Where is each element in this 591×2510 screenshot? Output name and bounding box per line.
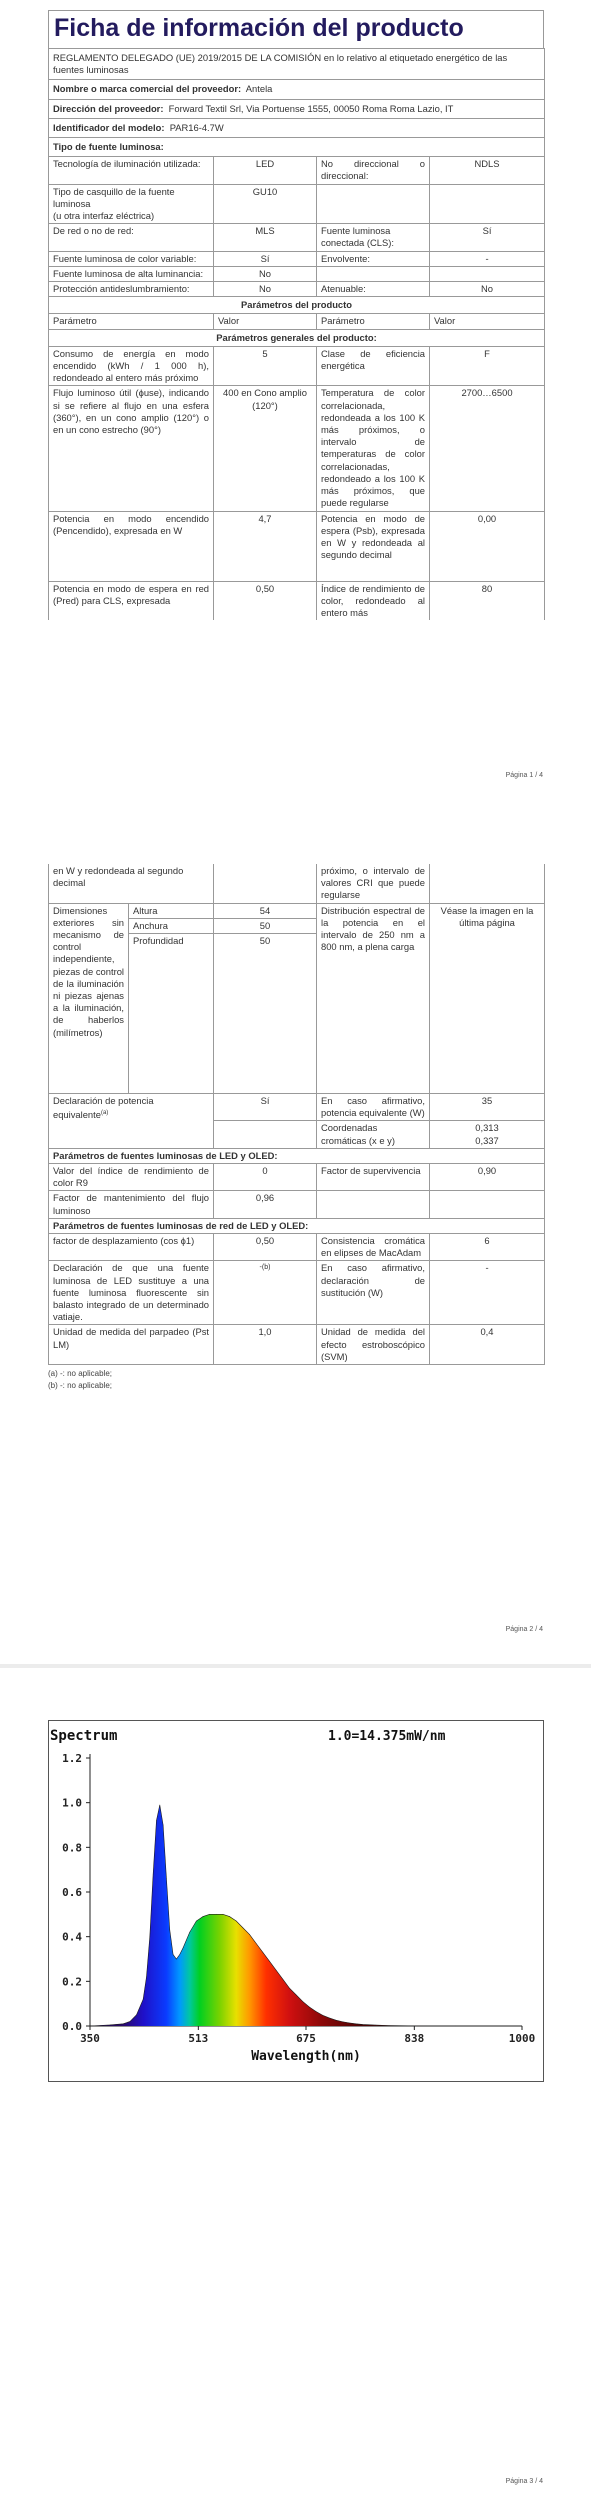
- table-row: [49, 581, 545, 620]
- y-tick-label: 0.6: [62, 1886, 82, 1899]
- y-tick-label: 1.2: [62, 1752, 82, 1765]
- row-value: -(b): [214, 1261, 317, 1325]
- spectrum-point: [166, 1878, 167, 1879]
- table-row: [49, 282, 545, 297]
- row-label: Atenuable:: [317, 282, 430, 297]
- spectrum-point: [409, 2025, 410, 2026]
- row-label: Tecnología de iluminación utilizada:: [49, 157, 214, 184]
- spectrum-point: [309, 2007, 310, 2008]
- row-label: Fuente luminosa de color variable:: [49, 251, 214, 266]
- spectrum-point: [146, 1976, 147, 1977]
- spd-label: Distribución espectral de la potencia en el intervalo de 250 nm a 800 nm, a plena carga: [317, 903, 430, 1093]
- model-row: [49, 118, 545, 137]
- spectrum-point: [123, 2023, 124, 2024]
- dimensions-label: Dimensiones exteriores sin mecanismo de control independiente, piezas de control de la iluminación ni piezas ajenas a la iluminación, de haberlos (milímetros): [49, 903, 129, 1093]
- row-value: 0,90: [430, 1164, 545, 1191]
- table-row: [49, 266, 545, 281]
- table-row: [49, 1325, 545, 1365]
- spectrum-point: [269, 1961, 270, 1962]
- chart-border: [49, 1721, 544, 2082]
- spectrum-point: [203, 1916, 204, 1917]
- model-label: Identificador del modelo:: [53, 121, 165, 133]
- spectrum-point: [159, 1805, 160, 1806]
- page-number: Página 1 / 4: [505, 772, 543, 779]
- row-value: Sí: [214, 251, 317, 266]
- x-tick-label: 1000: [508, 2032, 536, 2045]
- x-tick-label: 350: [80, 2032, 100, 2045]
- row-value: 4,7: [214, 511, 317, 581]
- table-row: [49, 386, 545, 511]
- page-2: [0, 834, 591, 1664]
- y-tick-label: 1.0: [62, 1796, 82, 1810]
- row-label: En caso afirmativo, declaración de sustitución (W): [317, 1261, 430, 1325]
- row-value: No: [430, 282, 545, 297]
- row-value: [430, 1121, 545, 1148]
- y-tick-label: 0.0: [62, 2020, 82, 2033]
- row-label: próximo, o intervalo de valores CRI que puede regularse: [317, 864, 430, 903]
- led-params-title: Parámetros de fuentes luminosas de LED y OLED:: [49, 1148, 545, 1163]
- spectrum-point: [156, 1820, 157, 1821]
- spectrum-point: [522, 2026, 523, 2027]
- x-tick-label: 675: [296, 2032, 316, 2045]
- row-label: [317, 1191, 430, 1218]
- model-value: PAR16-4.7W: [169, 121, 224, 133]
- spectrum-point: [336, 2020, 337, 2021]
- row-label: De red o no de red:: [49, 224, 214, 251]
- spectrum-point: [179, 1954, 180, 1955]
- row-value: MLS: [214, 224, 317, 251]
- spectrum-point: [302, 2001, 303, 2002]
- row-value: GU10: [214, 184, 317, 224]
- spectrum-point: [375, 2025, 376, 2026]
- spectrum-point: [163, 1825, 164, 1826]
- row-label: Potencia en modo encendido (Pencendido), expresada en W: [49, 511, 214, 581]
- spectrum-point: [429, 2026, 430, 2027]
- spectrum-point: [143, 1999, 144, 2000]
- spectrum-point: [262, 1952, 263, 1953]
- row-value: [214, 864, 317, 903]
- row-value: LED: [214, 157, 317, 184]
- spectrum-point: [173, 1954, 174, 1955]
- table-row: [49, 1261, 545, 1325]
- table-row: [49, 1191, 545, 1218]
- chart-annotation: 1.0=14.375mW/nm: [328, 1729, 446, 1744]
- spectrum-point: [196, 1921, 197, 1922]
- supplier-row: [49, 80, 545, 99]
- supplier-label: Nombre o marca comercial del proveedor:: [53, 83, 242, 95]
- row-label: en W y redondeada al segundo decimal: [49, 864, 214, 903]
- general-params-title: Parámetros generales del producto:: [49, 329, 545, 346]
- product-sheet-part-1: [48, 10, 544, 620]
- spectrum-point: [455, 2026, 456, 2027]
- spectrum-point: [136, 2014, 137, 2015]
- spectrum-point: [223, 1914, 224, 1915]
- row-label: Tipo de casquillo de la fuente luminosa (u otra interfaz eléctrica): [49, 184, 214, 224]
- row-label: [317, 184, 430, 224]
- row-label: Potencia en modo de espera (Psb), expresada en W y redondeada al segundo decimal: [317, 511, 430, 581]
- spectrum-point: [488, 2026, 489, 2027]
- row-value: 35: [430, 1094, 545, 1121]
- spectrum-point: [316, 2011, 317, 2012]
- dimension-value: 50: [214, 918, 317, 933]
- row-value: 6: [430, 1234, 545, 1261]
- x-axis-label: Wavelength(nm): [251, 2049, 361, 2064]
- spectrum-point: [256, 1943, 257, 1944]
- y-tick-label: 0.2: [62, 1975, 82, 1989]
- row-label: [317, 266, 430, 281]
- spectrum-point: [129, 2021, 130, 2022]
- page-number: Página 3 / 4: [505, 2478, 543, 2485]
- footnote-b: (b) -: no aplicable;: [48, 1381, 113, 1391]
- spectrum-point: [176, 1959, 177, 1960]
- spectrum-point: [229, 1916, 230, 1917]
- row-value: 0: [214, 1164, 317, 1191]
- spectrum-point: [329, 2018, 330, 2019]
- dimension-label: Anchura: [129, 918, 214, 933]
- row-value: Sí: [430, 224, 545, 251]
- table-row: [49, 251, 545, 266]
- spectrum-point: [216, 1914, 217, 1915]
- row-value: [430, 1191, 545, 1218]
- row-label: Factor de supervivencia: [317, 1164, 430, 1191]
- page-number: Página 2 / 4: [505, 1626, 543, 1633]
- row-value: 0,00: [430, 511, 545, 581]
- chroma-y: 0,337: [475, 1134, 499, 1146]
- equiv-label: Declaración de potencia equivalente: [53, 1095, 154, 1121]
- row-value: 5: [214, 346, 317, 386]
- spectrum-point: [183, 1947, 184, 1948]
- table-row: [49, 346, 545, 386]
- table-row: [49, 903, 545, 918]
- table-row: [49, 1094, 545, 1121]
- row-label: [49, 1094, 214, 1149]
- page-1: [0, 0, 591, 834]
- row-value: F: [430, 346, 545, 386]
- row-label: Coordenadas cromáticas (x e y): [317, 1121, 430, 1148]
- col-header: Valor: [214, 314, 317, 329]
- row-label: Índice de rendimiento de color, redondeado al entero más: [317, 581, 430, 620]
- table-row: [49, 224, 545, 251]
- spectrum-point: [90, 2026, 91, 2027]
- col-header: Parámetro: [317, 314, 430, 329]
- supplier-value: Antela: [245, 83, 273, 95]
- source-type-label: Tipo de fuente luminosa:: [49, 138, 545, 157]
- row-value: NDLS: [430, 157, 545, 184]
- row-value: 80: [430, 581, 545, 620]
- dimension-label: Profundidad: [129, 934, 214, 1094]
- spectrum-point: [349, 2022, 350, 2023]
- spectrum-chart: [48, 1720, 544, 2082]
- row-value: 2700…6500: [430, 386, 545, 511]
- spectrum-point: [242, 1927, 243, 1928]
- row-label: No direccional o direccional:: [317, 157, 430, 184]
- row-value: No: [214, 282, 317, 297]
- col-header: Valor: [430, 314, 545, 329]
- row-value: -: [430, 1261, 545, 1325]
- table-row: [49, 184, 545, 224]
- row-label: Factor de mantenimiento del flujo luminoso: [49, 1191, 214, 1218]
- row-label: En caso afirmativo, potencia equivalente (W): [317, 1094, 430, 1121]
- row-value: Sí: [214, 1094, 317, 1121]
- spectrum-point: [296, 1994, 297, 1995]
- table-row: [49, 157, 545, 184]
- equiv-footnote-mark: (a): [100, 1110, 109, 1117]
- spectrum-point: [282, 1979, 283, 1980]
- row-value: [430, 864, 545, 903]
- document-title: Ficha de información del producto: [48, 10, 544, 48]
- mains-params-title: Parámetros de fuentes luminosas de red de LED y OLED:: [49, 1218, 545, 1233]
- row-value: 0,50: [214, 581, 317, 620]
- y-tick-label: 0.8: [62, 1841, 82, 1855]
- row-label: factor de desplazamiento (cos ϕ1): [49, 1234, 214, 1261]
- row-label: Temperatura de color correlacionada, redondeada a los 100 K más próximos, o intervalo de temperaturas de color correlacionadas, redondeado a los 100 K más próximos, que puede regularse: [317, 386, 430, 511]
- row-label: Consumo de energía en modo encendido (kWh / 1 000 h), redondeado al entero más próximo: [49, 346, 214, 386]
- row-value: [430, 266, 545, 281]
- spectrum-point: [209, 1914, 210, 1915]
- address-row: [49, 99, 545, 118]
- row-value: [430, 184, 545, 224]
- table-row: [49, 1234, 545, 1261]
- row-label: Fuente luminosa de alta luminancia:: [49, 266, 214, 281]
- spectrum-point: [276, 1970, 277, 1971]
- spectrum-point: [169, 1930, 170, 1931]
- spectrum-point: [249, 1934, 250, 1935]
- page-3: [0, 1668, 591, 2510]
- product-sheet-part-2: [48, 864, 544, 1392]
- row-value: 400 en Cono amplio (120°): [214, 386, 317, 511]
- row-label: Envolvente:: [317, 251, 430, 266]
- row-label: Valor del índice de rendimiento de color R9: [49, 1164, 214, 1191]
- row-value: 1,0: [214, 1325, 317, 1365]
- row-label: Flujo luminoso útil (ϕuse), indicando si se refiere al flujo en una esfera (360°), en un cono amplio (120°) o en un cono estrecho (90°): [49, 386, 214, 511]
- row-label: Potencia en modo de espera en red (Pred) para CLS, expresada: [49, 581, 214, 620]
- dimension-value: 50: [214, 934, 317, 1094]
- spd-value: Véase la imagen en la última página: [430, 903, 545, 1093]
- spectrum-point: [289, 1988, 290, 1989]
- spectrum-point: [389, 2025, 390, 2026]
- product-info-table: [48, 48, 545, 620]
- row-label: Consistencia cromática en elipses de MacAdam: [317, 1234, 430, 1261]
- spectrum-point: [322, 2015, 323, 2016]
- dimension-label: Altura: [129, 903, 214, 918]
- row-value: 0,4: [430, 1325, 545, 1365]
- spectrum-point: [362, 2024, 363, 2025]
- spectrum-point: [236, 1921, 237, 1922]
- spectrum-point: [355, 2023, 356, 2024]
- regulation-text: REGLAMENTO DELEGADO (UE) 2019/2015 DE LA COMISIÓN en lo relativo al etiquetado energético de las fuentes luminosas: [49, 49, 545, 80]
- row-value: 0,50: [214, 1234, 317, 1261]
- row-label: Unidad de medida del parpadeo (Pst LM): [49, 1325, 214, 1365]
- params-title: Parámetros del producto: [49, 297, 545, 314]
- row-value: 0,96: [214, 1191, 317, 1218]
- table-row: [49, 864, 545, 903]
- spectrum-point: [153, 1874, 154, 1875]
- row-label: Unidad de medida del efecto estroboscópico (SVM): [317, 1325, 430, 1365]
- row-label: Fuente luminosa conectada (CLS):: [317, 224, 430, 251]
- row-value: -: [430, 251, 545, 266]
- row-label: Protección antideslumbramiento:: [49, 282, 214, 297]
- chart-title: Spectrum: [50, 1728, 118, 1744]
- row-value: No: [214, 266, 317, 281]
- table-row: [49, 511, 545, 581]
- x-tick-label: 838: [404, 2032, 425, 2045]
- dimension-value: 54: [214, 903, 317, 918]
- y-tick-label: 0.4: [62, 1930, 82, 1944]
- table-row: [49, 1164, 545, 1191]
- spectrum-point: [189, 1932, 190, 1933]
- spectrum-point: [149, 1936, 150, 1937]
- row-label: Clase de eficiencia energética: [317, 346, 430, 386]
- spectrum-point: [110, 2024, 111, 2025]
- column-header-row: [49, 314, 545, 329]
- x-tick-label: 513: [188, 2032, 209, 2045]
- spectrum-point: [342, 2021, 343, 2022]
- row-value: [214, 1121, 317, 1148]
- chroma-x: 0,313: [475, 1122, 499, 1134]
- address-label: Dirección del proveedor:: [53, 102, 164, 114]
- col-header: Parámetro: [49, 314, 214, 329]
- row-label: Declaración de que una fuente luminosa de LED sustituye a una fuente luminosa fluorescente sin balasto integrado de un determinado vatiaje.: [49, 1261, 214, 1325]
- address-value: Forward Textil Srl, Via Portuense 1555, 00050 Roma Roma Lazio, IT: [168, 102, 454, 114]
- product-info-table-continued: [48, 864, 545, 1365]
- footnote-a: (a) -: no aplicable;: [48, 1369, 113, 1379]
